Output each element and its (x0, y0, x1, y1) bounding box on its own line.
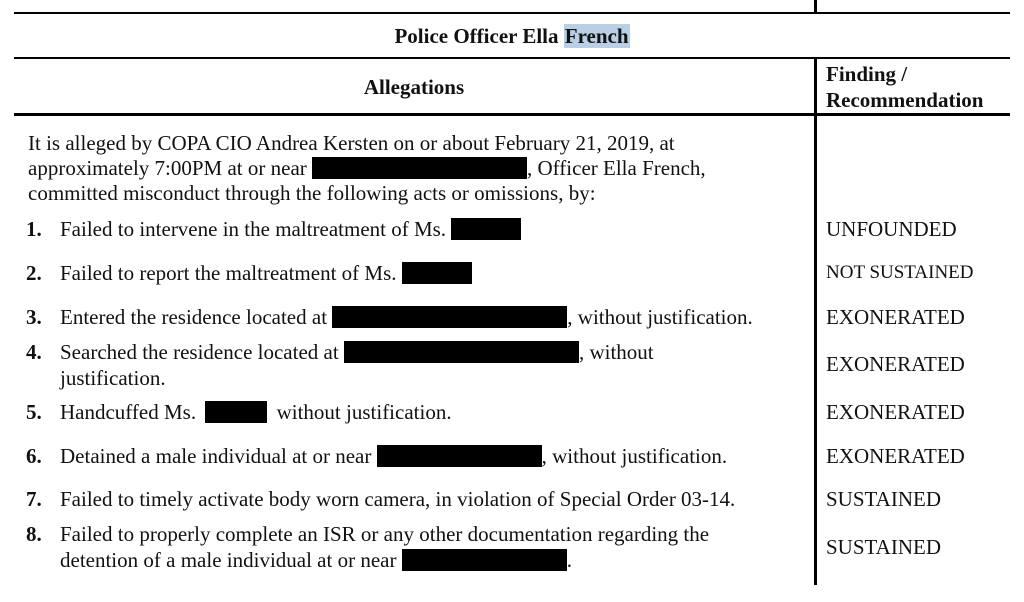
allegation-3-finding: EXONERATED (826, 305, 965, 329)
allegation-2-text-a: Failed to report the maltreatment of Ms. (60, 261, 397, 285)
intro-line-2 (28, 156, 706, 180)
top-rule (14, 12, 1010, 14)
allegation-5-text-a: Handcuffed Ms. (60, 400, 197, 424)
allegation-4-text-c: justification. (60, 366, 166, 390)
officer-heading (0, 24, 1024, 48)
allegation-7-number: 7. (26, 487, 42, 511)
officer-name-highlight: French (564, 24, 629, 48)
redaction-block (312, 157, 527, 179)
column-divider (814, 59, 817, 585)
allegation-5-finding: EXONERATED (826, 400, 965, 424)
allegation-6-number: 6. (26, 444, 42, 468)
allegation-3-number: 3. (26, 305, 42, 329)
allegation-5-text (60, 400, 452, 425)
allegation-3-text-b: , without justification. (567, 305, 753, 329)
allegation-6-text (60, 444, 727, 469)
allegation-2-number: 2. (26, 261, 42, 285)
redaction-block (205, 401, 267, 423)
redaction-block (332, 306, 567, 328)
allegation-8-text-c: . (566, 548, 572, 572)
allegation-6-finding: EXONERATED (826, 444, 965, 468)
redaction-block (344, 341, 579, 363)
allegation-3-text (60, 305, 753, 330)
allegation-1-finding: UNFOUNDED (826, 217, 957, 241)
allegation-5-number: 5. (26, 400, 42, 424)
allegation-8-text-line2 (60, 548, 572, 573)
top-column-divider (814, 0, 817, 12)
allegation-1-text-a: Failed to intervene in the maltreatment of Ms. (60, 217, 447, 241)
allegation-8-finding: SUSTAINED (826, 535, 941, 559)
allegation-8-text-b: detention of a male individual at or near (60, 548, 397, 572)
allegation-6-text-a: Detained a male individual at or near (60, 444, 372, 468)
finding-header-line2: Recommendation (826, 88, 984, 112)
allegation-1-number: 1. (26, 217, 42, 241)
allegation-1-text (60, 217, 521, 242)
allegation-8-number: 8. (26, 522, 42, 546)
intro-line-1: It is alleged by COPA CIO Andrea Kersten on or about February 21, 2019, at (28, 131, 675, 155)
allegation-4-finding: EXONERATED (826, 352, 965, 376)
header-rule (14, 57, 1010, 59)
officer-name-prefix: Police Officer Ella (394, 24, 559, 48)
redaction-block (402, 262, 472, 284)
redaction-block (402, 549, 567, 571)
allegation-6-text-b: , without justification. (541, 444, 728, 468)
columns-rule (14, 113, 1010, 116)
allegation-8-text: Failed to properly complete an ISR or any other documentation regarding the (60, 522, 710, 546)
allegation-2-text (60, 261, 472, 286)
allegation-5-text-b: without justification. (276, 400, 452, 424)
redaction-block (451, 218, 521, 240)
finding-header-line1: Finding / (826, 62, 908, 86)
allegation-2-finding: NOT SUSTAINED (826, 262, 974, 283)
allegations-header: Allegations (363, 75, 465, 99)
intro-line-2-start: approximately 7:00PM at or near (28, 156, 307, 180)
allegation-3-text-a: Entered the residence located at (60, 305, 328, 329)
allegation-4-number: 4. (26, 340, 42, 364)
redaction-block (377, 445, 542, 467)
allegation-4-text-a: Searched the residence located at (60, 340, 339, 364)
intro-line-2-end: , Officer Ella French, (527, 156, 706, 180)
allegation-7-text: Failed to timely activate body worn camera, in violation of Special Order 03-14. (60, 487, 736, 511)
intro-line-3: committed misconduct through the following acts or omissions, by: (28, 181, 596, 205)
allegation-4-text-b: , without (578, 340, 654, 364)
allegation-4-text (60, 340, 654, 365)
allegation-7-finding: SUSTAINED (826, 487, 941, 511)
